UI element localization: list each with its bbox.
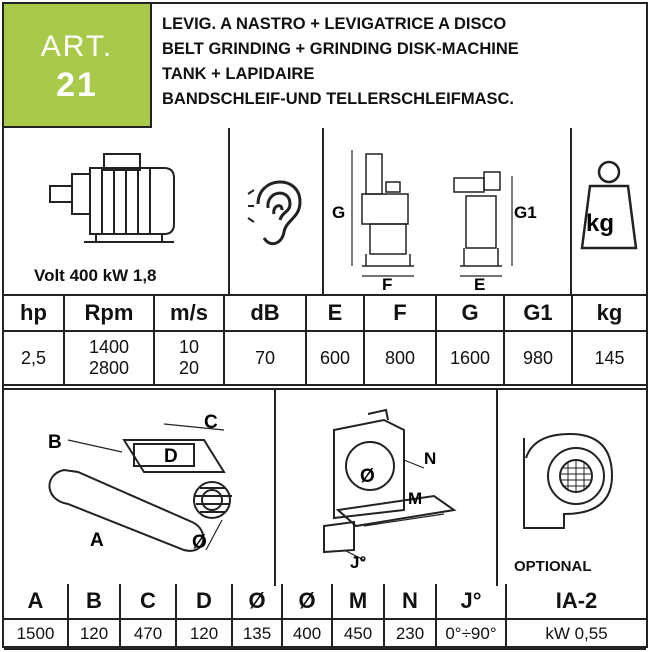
dim-header: J° (436, 584, 506, 619)
machine-dimensions-diagram (326, 136, 566, 292)
spec-header: F (364, 296, 436, 331)
spec-header: hp (4, 296, 64, 331)
dim-value: 230 (384, 619, 436, 649)
spec-value: 145 (572, 331, 646, 385)
dim-header: IA-2 (506, 584, 646, 619)
weight-icon (576, 156, 642, 252)
dim-g1-label: G1 (514, 203, 537, 222)
belt-label-phi: Ø (192, 532, 207, 553)
spec-value: 70 (224, 331, 306, 385)
spec-value: 600 (306, 331, 364, 385)
article-label: ART. (40, 30, 114, 63)
dim-header: Ø (232, 584, 282, 619)
title-italian: LEVIG. A NASTRO + LEVIGATRICE A DISCO (162, 15, 507, 33)
motor-icon (44, 146, 214, 256)
spec-table (4, 296, 646, 386)
dim-value: 450 (332, 619, 384, 649)
overview-row (4, 128, 646, 296)
belt-sanding-diagram (34, 400, 264, 570)
motor-power: Volt 400 kW 1,8 (34, 266, 157, 285)
dim-value: 470 (120, 619, 176, 649)
disk-sanding-diagram (304, 400, 484, 570)
product-titles (162, 12, 642, 112)
spec-value: 1600 (436, 331, 504, 385)
spec-value: 2,5 (4, 331, 64, 385)
spec-header: dB (224, 296, 306, 331)
dim-header: M (332, 584, 384, 619)
weight-kg-label: kg (586, 210, 615, 237)
article-number: 21 (56, 66, 98, 104)
spec-header: G (436, 296, 504, 331)
belt-label-b: B (48, 432, 62, 453)
disk-label-n: N (424, 449, 437, 468)
spec-header: kg (572, 296, 646, 331)
optional-label: OPTIONAL (514, 558, 592, 575)
dim-value: 120 (68, 619, 120, 649)
dim-value: 0°÷90° (436, 619, 506, 649)
dim-e-label: E (474, 275, 486, 292)
dim-g-label: G (332, 203, 346, 222)
dim-value: kW 0,55 (506, 619, 646, 649)
title-english: BELT GRINDING + GRINDING DISK-MACHINE (162, 40, 519, 58)
spec-value: 980 (504, 331, 572, 385)
disk-label-m: M (408, 489, 423, 508)
spec-header: Rpm (64, 296, 154, 331)
title-french: TANK + LAPIDAIRE (162, 65, 315, 83)
spec-value: 800 (364, 331, 436, 385)
dim-header: C (120, 584, 176, 619)
belt-label-a: A (90, 530, 104, 551)
dim-header: N (384, 584, 436, 619)
dim-header: Ø (282, 584, 332, 619)
dim-header: A (4, 584, 68, 619)
dim-header: D (176, 584, 232, 619)
dim-value: 135 (232, 619, 282, 649)
spec-header: E (306, 296, 364, 331)
diagram-row (4, 388, 646, 586)
belt-label-d: D (164, 446, 178, 467)
article-badge (4, 4, 152, 128)
belt-label-c: C (204, 412, 218, 433)
dimensions-table (4, 584, 646, 650)
dim-header: B (68, 584, 120, 619)
dust-extractor-icon (514, 418, 634, 538)
spec-value: 1400 2800 (64, 331, 154, 385)
dim-value: 400 (282, 619, 332, 649)
disk-label-phi: Ø (360, 466, 375, 487)
dim-f-label: F (382, 275, 393, 292)
dim-value: 1500 (4, 619, 68, 649)
spec-sheet (2, 2, 648, 648)
disk-label-j: J° (350, 553, 367, 570)
ear-icon (244, 168, 308, 254)
dim-value: 120 (176, 619, 232, 649)
spec-header: G1 (504, 296, 572, 331)
title-german: BANDSCHLEIF-UND TELLERSCHLEIFMASC. (162, 90, 514, 108)
spec-header: m/s (154, 296, 224, 331)
spec-value: 10 20 (154, 331, 224, 385)
